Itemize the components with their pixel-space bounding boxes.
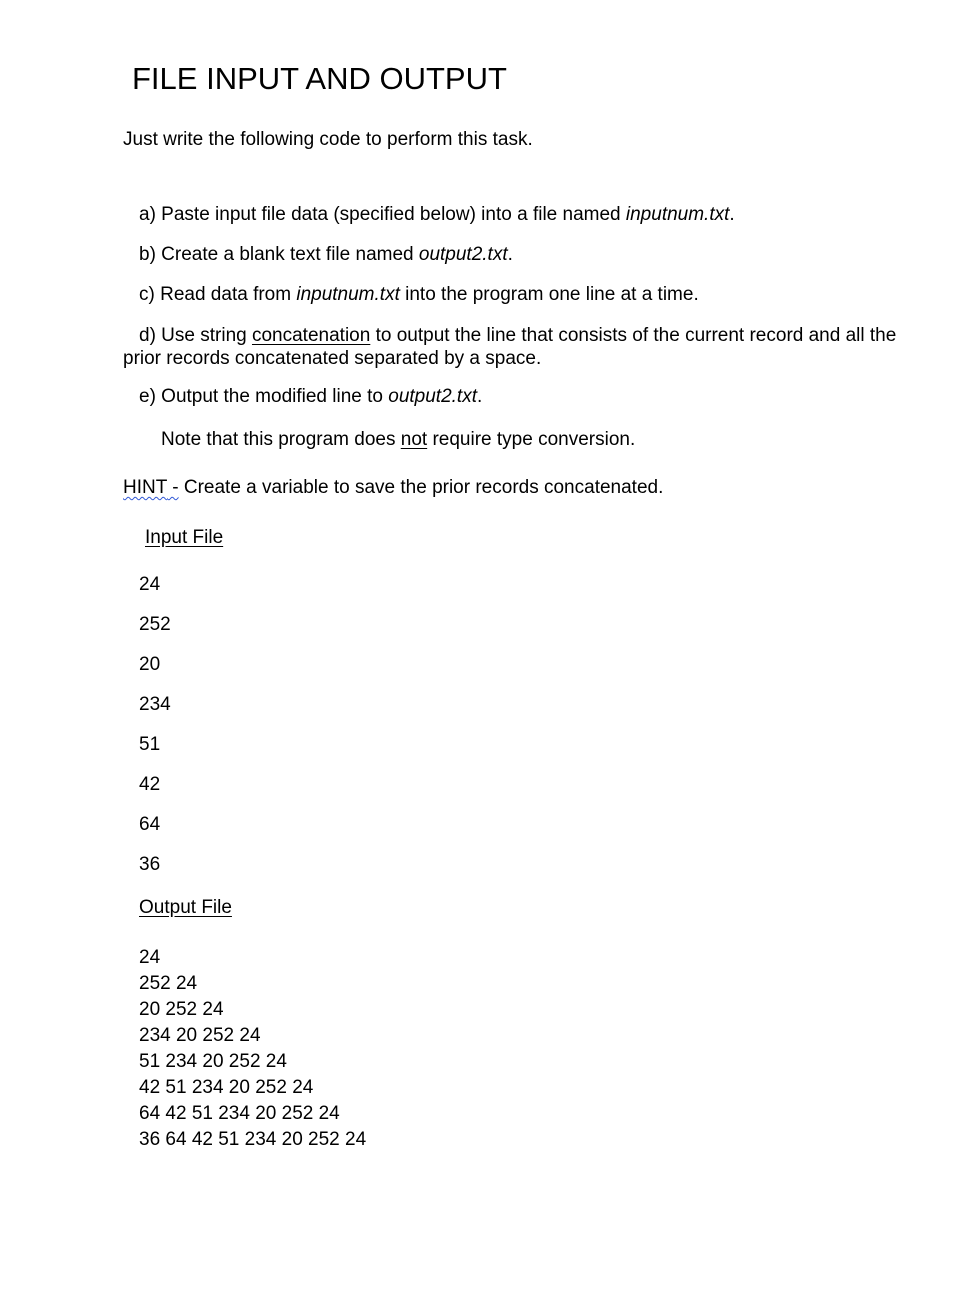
step-b-text: b) Create a blank text file named [139, 244, 419, 265]
input-file-heading: Input File [145, 527, 224, 548]
input-values-list [139, 573, 171, 893]
step-d-text: d) Use string [139, 325, 252, 346]
step-e [139, 385, 482, 409]
note-emphasis: not [400, 429, 428, 450]
output-line: 64 42 51 234 20 252 24 [139, 1103, 340, 1124]
step-a [139, 203, 735, 227]
concatenation-link[interactable]: concatenation [251, 325, 371, 346]
intro-text: Just write the following code to perform this task. [123, 129, 533, 150]
input-value: 20 [139, 654, 161, 675]
step-c-filename: inputnum.txt [296, 284, 400, 305]
step-d [123, 324, 933, 370]
hint [123, 476, 663, 500]
output-line: 252 24 [139, 973, 198, 994]
step-e-end: . [477, 386, 483, 407]
input-value: 36 [139, 854, 161, 875]
output-line: 234 20 252 24 [139, 1025, 261, 1046]
step-c [139, 283, 699, 307]
step-b-end: . [507, 244, 513, 265]
step-a-filename: inputnum.txt [625, 204, 730, 225]
input-value: 252 [139, 614, 171, 635]
step-e-text: e) Output the modified line to [139, 386, 389, 407]
input-value: 51 [139, 734, 161, 755]
input-value: 42 [139, 774, 161, 795]
page-title: FILE INPUT AND OUTPUT [132, 61, 507, 96]
step-c-text: c) Read data from [139, 284, 297, 305]
hint-dash: - [166, 477, 179, 498]
output-line: 36 64 42 51 234 20 252 24 [139, 1129, 367, 1150]
step-a-text: a) Paste input file data (specified below) into a file named [139, 204, 626, 225]
note-pre: Note that this program does [161, 429, 401, 450]
step-d-end: to output the line that consists of the current record and all the prior records concatenated separated by a space. [123, 325, 897, 369]
output-file-heading: Output File [139, 897, 232, 918]
output-line: 20 252 24 [139, 999, 224, 1020]
input-value: 24 [139, 574, 161, 595]
output-line: 24 [139, 947, 161, 968]
input-value: 64 [139, 814, 161, 835]
output-line: 42 51 234 20 252 24 [139, 1077, 314, 1098]
step-e-filename: output2.txt [388, 386, 477, 407]
step-b-filename: output2.txt [418, 244, 508, 265]
hint-text: Create a variable to save the prior records concatenated. [178, 477, 664, 498]
note-post: require type conversion. [427, 429, 636, 450]
note [161, 428, 635, 452]
hint-label: HINT [123, 477, 167, 498]
step-b [139, 243, 513, 267]
step-c-end: into the program one line at a time. [399, 284, 699, 305]
step-a-end: . [729, 204, 735, 225]
output-line: 51 234 20 252 24 [139, 1051, 287, 1072]
input-value: 234 [139, 694, 171, 715]
output-lines-list [139, 945, 366, 1153]
